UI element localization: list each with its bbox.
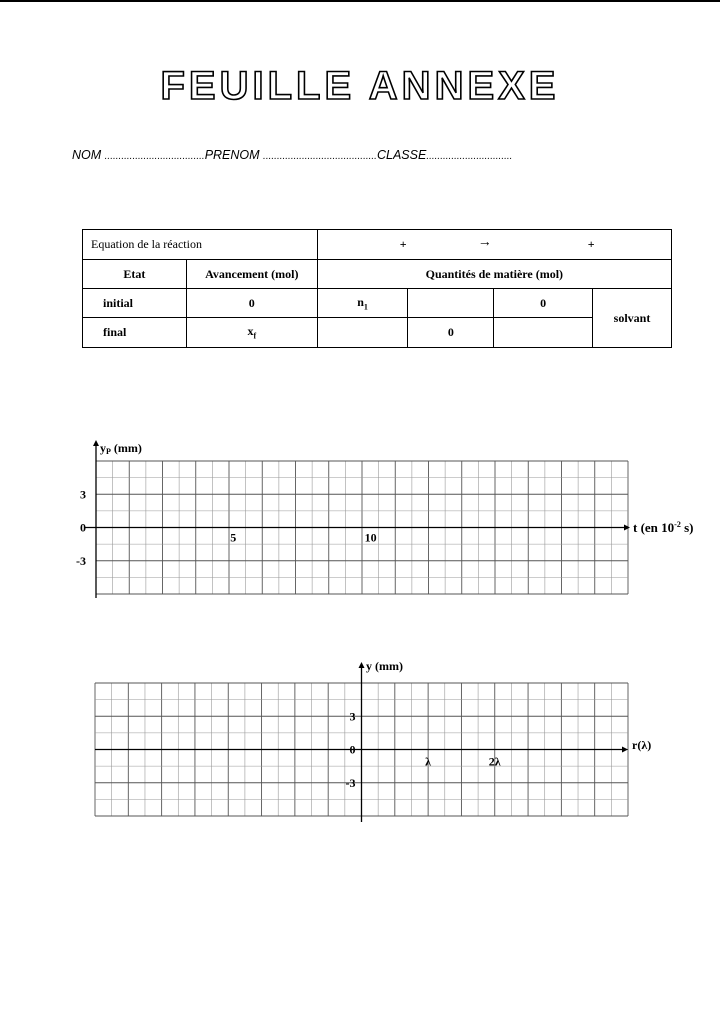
x-tick-label: 5	[230, 530, 237, 545]
cell-solvant: solvant	[593, 289, 672, 348]
equation-cell[interactable]	[317, 230, 671, 260]
chart1-ylabel: yP (mm)	[100, 441, 142, 456]
cell-final-1[interactable]	[317, 317, 408, 347]
y-tick-label: 3	[80, 487, 86, 502]
identity-line	[72, 148, 512, 162]
x-subscript: f	[253, 331, 257, 341]
chart1-ticks	[76, 487, 377, 568]
chart1-xlabel: t (en $10^{-2}$ s)	[633, 520, 694, 535]
x-axis-arrow	[624, 525, 630, 531]
cell-initial-2[interactable]	[408, 289, 494, 317]
row-initial	[83, 289, 672, 317]
chart2-xlabel: r(λ)	[632, 738, 652, 752]
cell-final-2[interactable]: 0	[408, 317, 494, 347]
col-etat: Etat	[83, 260, 187, 289]
col-avancement: Avancement (mol)	[186, 260, 317, 289]
page-title: FEUILLE ANNEXE	[160, 64, 560, 108]
chart2-axes	[95, 662, 628, 822]
n-symbol: n	[357, 294, 364, 309]
y-tick-label: 0	[349, 742, 356, 757]
header-row	[83, 260, 672, 289]
x-tick-label: 2λ	[488, 754, 501, 769]
plus-sign-2: +	[587, 237, 595, 251]
chart1-grid	[96, 461, 628, 594]
avancement-final	[186, 317, 317, 347]
chart2-grid	[95, 683, 628, 816]
chart2-ticks	[346, 709, 501, 790]
equation-label: Equation de la réaction	[83, 230, 318, 260]
x-symbol: x	[247, 324, 254, 339]
top-border	[0, 0, 720, 2]
y-axis-arrow	[359, 662, 365, 668]
y-tick-label: -3	[76, 553, 86, 568]
y-axis-arrow	[93, 440, 99, 446]
x-tick-label: 10	[364, 530, 377, 545]
chart1-axes	[84, 440, 630, 598]
y-tick-label: -3	[345, 775, 356, 790]
row-final	[83, 317, 672, 347]
cell-initial-3[interactable]: 0	[494, 289, 593, 317]
avancement-initial: 0	[186, 289, 317, 317]
col-quantites: Quantités de matière (mol)	[317, 260, 671, 289]
nom-label: NOM	[72, 148, 102, 162]
y-tick-label: 3	[349, 709, 356, 724]
state-final: final	[83, 317, 187, 347]
equation-row	[83, 230, 672, 260]
chart2-ylabel: y (mm)	[366, 659, 403, 673]
y-tick-label: 0	[80, 520, 86, 535]
x-axis-arrow	[622, 747, 628, 753]
prenom-field[interactable]: .........................................	[263, 151, 377, 162]
cell-final-3[interactable]	[494, 317, 593, 347]
n-subscript: 1	[363, 302, 368, 312]
classe-label: CLASSE	[376, 148, 427, 162]
reaction-arrow-icon: →	[477, 235, 492, 250]
state-initial: initial	[83, 289, 187, 317]
cell-n1[interactable]	[317, 289, 408, 317]
classe-field[interactable]: ...............................	[426, 151, 513, 162]
plus-sign-1: +	[399, 237, 407, 251]
prenom-label: PRENOM	[204, 148, 260, 162]
x-tick-label: λ	[425, 754, 432, 769]
nom-field[interactable]: ....................................	[104, 151, 205, 162]
reaction-table	[82, 229, 672, 348]
